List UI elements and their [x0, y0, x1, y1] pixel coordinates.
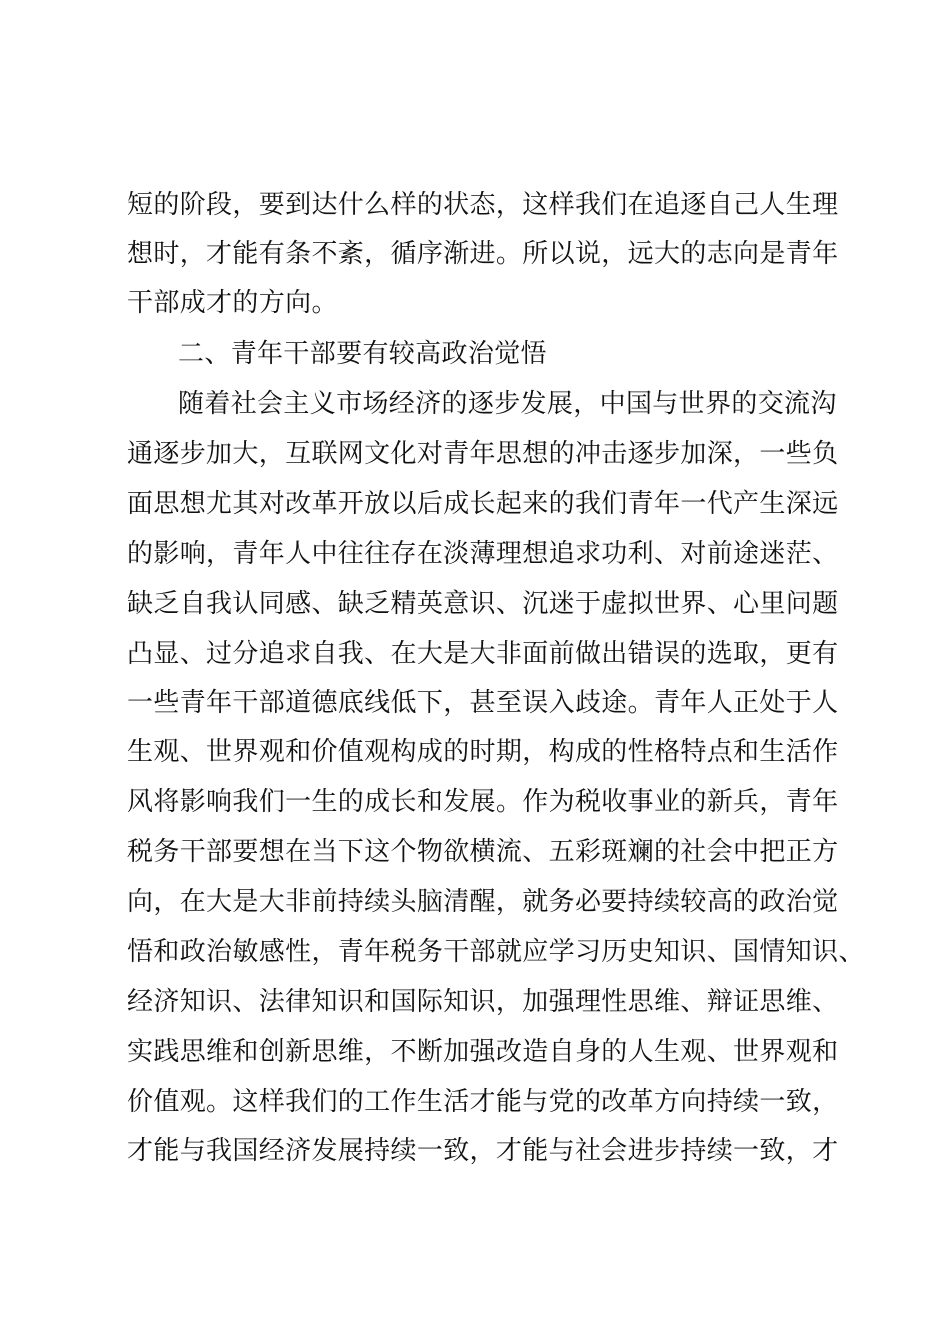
text-line: 悟和政治敏感性，青年税务干部就应学习历史知识、国情知识、: [127, 937, 865, 967]
text-line: 才能与我国经济发展持续一致，才能与社会进步持续一致，才: [127, 1136, 839, 1166]
text-line: 风将影响我们一生的成长和发展。作为税收事业的新兵，青年: [127, 787, 839, 817]
paragraph-first-line: 随着社会主义市场经济的逐步发展，中国与世界的交流沟: [178, 389, 837, 419]
section-heading: 二、青年干部要有较高政治觉悟: [178, 339, 547, 369]
text-line: 干部成才的方向。: [127, 288, 338, 318]
text-line: 经济知识、法律知识和国际知识，加强理性思维、辩证思维、: [127, 987, 839, 1017]
text-line: 通逐步加大，互联网文化对青年思想的冲击逐步加深，一些负: [127, 439, 839, 469]
text-line: 凸显、过分追求自我、在大是大非面前做出错误的选取，更有: [127, 639, 839, 669]
text-line: 面思想尤其对改革开放以后成长起来的我们青年一代产生深远: [127, 489, 839, 519]
text-line: 价值观。这样我们的工作生活才能与党的改革方向持续一致，: [127, 1087, 839, 1117]
text-line: 实践思维和创新思维，不断加强改造自身的人生观、世界观和: [127, 1037, 839, 1067]
text-line: 短的阶段，要到达什么样的状态，这样我们在追逐自己人生理: [127, 190, 839, 220]
text-line: 生观、世界观和价值观构成的时期，构成的性格特点和生活作: [127, 737, 839, 767]
text-line: 一些青年干部道德底线低下，甚至误入歧途。青年人正处于人: [127, 688, 839, 718]
text-line: 向，在大是大非前持续头脑清醒，就务必要持续较高的政治觉: [127, 887, 839, 917]
text-line: 缺乏自我认同感、缺乏精英意识、沉迷于虚拟世界、心里问题: [127, 589, 839, 619]
text-line: 想时，才能有条不紊，循序渐进。所以说，远大的志向是青年: [127, 239, 839, 269]
text-line: 税务干部要想在当下这个物欲横流、五彩斑斓的社会中把正方: [127, 837, 839, 867]
text-line: 的影响，青年人中往往存在淡薄理想追求功利、对前途迷茫、: [127, 539, 839, 569]
